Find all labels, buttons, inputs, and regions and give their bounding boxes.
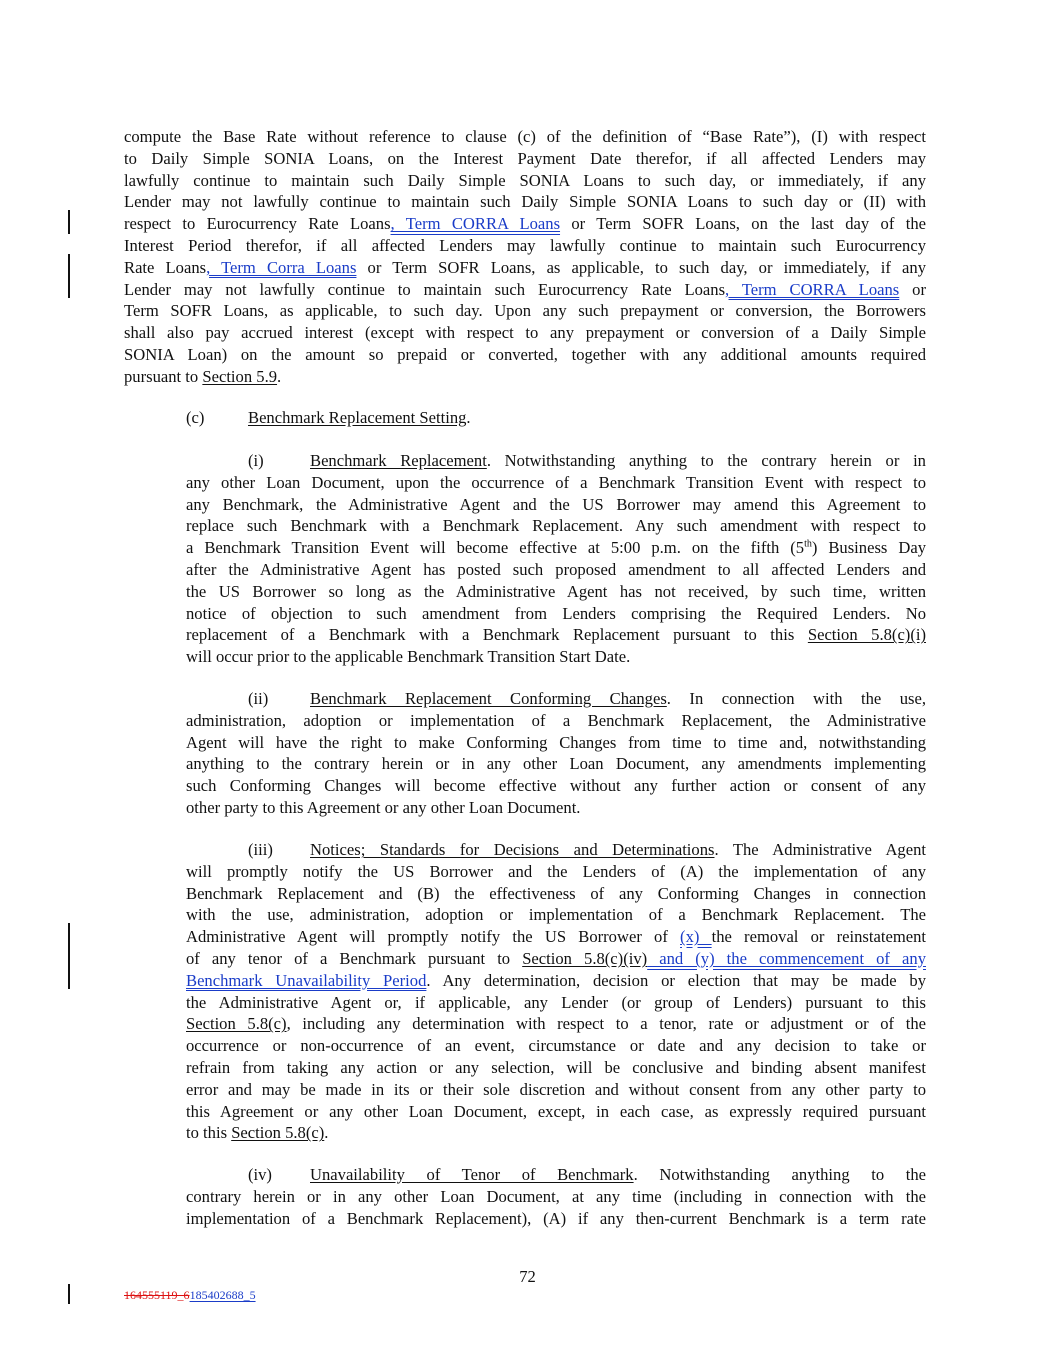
text-line: a Benchmark Transition Event will become effective at 5:00 p.m. on the fifth (5th) Business Day <box>186 538 926 558</box>
text-line: lawfully continue to maintain such Daily Simple SONIA Loans to such day, or immediately, if any <box>124 170 926 190</box>
deleted-doc-id: 164555119_6 <box>124 1288 190 1302</box>
text-line: respect to Eurocurrency Rate Loans, Term CORRA Loans or Term SOFR Loans, on the last day of the <box>124 214 926 234</box>
text-line: error and may be made in its or their sole discretion and without consent from any other party to <box>186 1079 926 1099</box>
text-line: SONIA Loan) on the amount so prepaid or converted, together with any additional amounts required <box>124 344 926 364</box>
text-line: contrary herein or in any other Loan Document, at any time (including in connection with the <box>186 1186 926 1206</box>
subparagraph-ii <box>186 688 926 819</box>
section-reference: Section 5.8(c) <box>231 1123 325 1143</box>
paragraph-continuation <box>124 126 926 388</box>
text-line: (iv) Unavailability of Tenor of Benchmark. Notwithstanding anything to the <box>248 1165 926 1184</box>
text-line: of any tenor of a Benchmark pursuant to Section 5.8(c)(iv) and (y) the commencement of any <box>186 948 926 968</box>
inserted-text: , Term CORRA Loans <box>390 214 561 234</box>
text-line: shall also pay accrued interest (except with respect to any prepayment or conversion of a Daily Simple <box>124 323 926 343</box>
text-line: Interest Period therefor, if all affected Lenders may lawfully continue to maintain such Eurocurrency <box>124 235 926 255</box>
text-line: Benchmark Unavailability Period. Any determination, decision or election that may be made by <box>186 970 926 990</box>
subparagraph-title: Benchmark Replacement Conforming Changes <box>310 689 667 708</box>
text-line: the US Borrower so long as the Administrative Agent has not received, by such time, written <box>186 581 926 601</box>
text-line: administration, adoption or implementation of a Benchmark Replacement, the Administrative <box>186 710 926 730</box>
text-line: Rate Loans, Term Corra Loans or Term SOFR Loans, as applicable, to such day, or immediately, if any <box>124 257 926 277</box>
text-line: Section 5.8(c), including any determination with respect to a tenor, rate or adjustment or of the <box>186 1014 926 1034</box>
text-line: the Administrative Agent or, if applicable, any Lender (or group of Lenders) pursuant to this <box>186 992 926 1012</box>
text-line: refrain from taking any action or any selection, will be conclusive and binding absent manifest <box>186 1057 926 1077</box>
subparagraph-i <box>186 450 926 668</box>
text-line: Agent will have the right to make Conforming Changes from time to time and, notwithstanding <box>186 732 926 752</box>
subparagraph-title: Notices; Standards for Decisions and Determinations <box>310 840 715 859</box>
section-reference: Section 5.9 <box>202 366 278 386</box>
change-bar <box>68 254 70 298</box>
text-line: other party to this Agreement or any other Loan Document. <box>186 797 581 817</box>
text-line: (i) Benchmark Replacement. Notwithstanding anything to the contrary herein or in <box>248 451 926 470</box>
change-bar <box>68 210 70 234</box>
text-line: to this Section 5.8(c). <box>186 1123 329 1143</box>
page-number: 72 <box>519 1267 536 1286</box>
subparagraph-title: Benchmark Replacement <box>310 451 487 470</box>
inserted-text: , Term Corra Loans <box>206 257 357 277</box>
text-line: with the use, administration, adoption or implementation of a Benchmark Replacement. The <box>186 905 926 925</box>
document-id-footer <box>124 1288 256 1303</box>
text-line: implementation of a Benchmark Replacement), (A) if any then-current Benchmark is a term rate <box>186 1208 926 1228</box>
section-reference: Section 5.8(c) <box>186 1014 287 1034</box>
change-bar <box>68 923 70 989</box>
text-line: will occur prior to the applicable Benchmark Transition Start Date. <box>186 647 631 667</box>
text-line: replacement of a Benchmark with a Benchmark Replacement pursuant to this Section 5.8(c)(i) <box>186 625 926 645</box>
text-line: after the Administrative Agent has posted such proposed amendment to all affected Lenders and <box>186 559 926 579</box>
inserted-text: and (y) the commencement of any <box>647 948 926 968</box>
change-bar <box>68 1284 70 1304</box>
inserted-doc-id: 185402688_5 <box>189 1288 256 1302</box>
text-line: (iii) Notices; Standards for Decisions and Determinations. The Administrative Agent <box>248 840 927 859</box>
text-line: Benchmark Replacement and (B) the effectiveness of any Conforming Changes in connection <box>186 883 926 903</box>
section-heading: (c) Benchmark Replacement Setting. <box>186 408 471 427</box>
text-line: will promptly notify the US Borrower and the Lenders of (A) the implementation of any <box>186 861 926 881</box>
subparagraph-iv <box>186 1164 926 1229</box>
inserted-text: , Term CORRA Loans <box>725 279 900 299</box>
text-line: Lender may not lawfully continue to maintain such Eurocurrency Rate Loans, Term CORRA Loans or <box>124 279 926 299</box>
text-line: Term SOFR Loans, as applicable, to such day. Upon any such prepayment or conversion, the Borrowers <box>124 301 926 321</box>
text-line: this Agreement or any other Loan Document, except, in each case, as expressly required pursuant <box>186 1101 926 1121</box>
text-line: occurrence or non-occurrence of an event, circumstance or date and any decision to take or <box>186 1036 926 1056</box>
heading-title: Benchmark Replacement Setting <box>248 408 467 427</box>
text-line: such Conforming Changes will become effective without any further action or consent of any <box>186 776 926 796</box>
text-line: to Daily Simple SONIA Loans, on the Interest Payment Date therefor, if all affected Lenders may <box>124 148 926 168</box>
text-line: Lender may not lawfully continue to maintain such Daily Simple SONIA Loans to such day or (II) with <box>124 192 926 212</box>
text-line: compute the Base Rate without reference to clause (c) of the definition of “Base Rate”), (I) with respect <box>124 127 926 146</box>
subparagraph-title: Unavailability of Tenor of Benchmark <box>310 1165 634 1184</box>
text-line: Administrative Agent will promptly notify the US Borrower of (x) the removal or reinstatement <box>186 927 926 947</box>
text-line: anything to the contrary herein or in any other Loan Document, any amendments implementing <box>186 754 926 774</box>
text-line: any other Loan Document, upon the occurrence of a Benchmark Transition Event with respect to <box>186 472 926 492</box>
subparagraph-iii <box>186 839 926 1144</box>
text-line: (ii) Benchmark Replacement Conforming Changes. In connection with the use, <box>248 689 926 708</box>
text-line: any Benchmark, the Administrative Agent and the US Borrower may amend this Agreement to <box>186 494 926 514</box>
section-reference: Section 5.8(c)(i) <box>807 625 926 645</box>
inserted-text: Benchmark Unavailability Period <box>186 970 427 990</box>
section-reference: Section 5.8(c)(iv) <box>522 948 648 968</box>
text-line: notice of objection to such amendment from Lenders comprising the Required Lenders. No <box>186 603 926 623</box>
text-line: pursuant to Section 5.9. <box>124 366 282 386</box>
inserted-text: (x) <box>680 927 712 947</box>
text-line: replace such Benchmark with a Benchmark Replacement. Any such amendment with respect to <box>186 516 926 536</box>
